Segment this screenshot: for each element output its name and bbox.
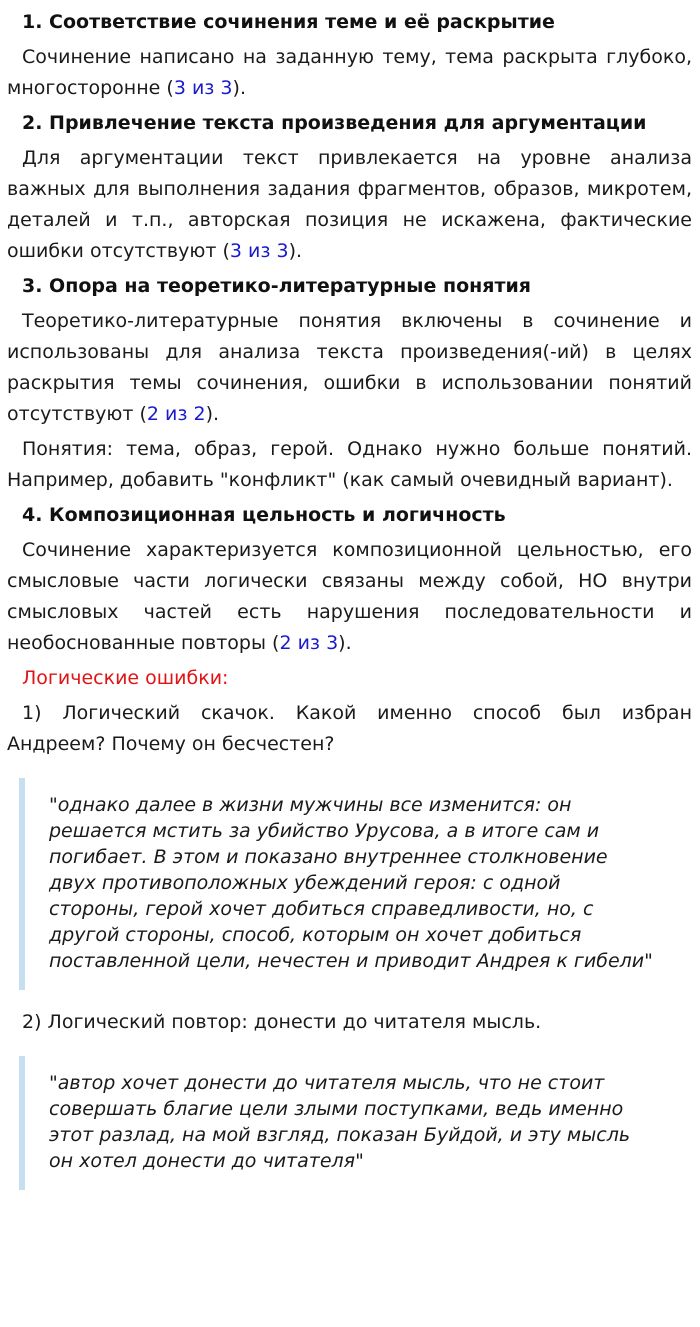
section-3-close: ). [205,403,220,425]
section-3-heading: 3. Опора на теоретико-литературные понятия [22,275,531,297]
section-3-body: Теоретико-литературные понятия включены в сочинение и использованы для анализа текста произведения(-ий) в целях раскрытия темы сочинения, ошибки в использовании понятий отсутствуют ( [7,310,692,425]
section-2-score: 3 из 3 [229,240,289,262]
section-3-text [7,306,692,430]
quote-1: "однако далее в жизни мужчины все изменится: он решается мстить за убийство Урусова, а в итоге сам и погибает. В этом и показано внутреннее столкновение двух противоположных убеждений героя: с одной стороны, герой хочет добиться справедливости, но, с другой стороны, способ, которым он хочет добиться поставленной цели, нечестен и приводит Андрея к гибели" [19,778,692,990]
section-4-text [7,535,692,659]
section-2-body: Для аргументации текст привлекается на уровне анализа важных для выполнения задания фрагментов, образов, микротем, деталей и т.п., авторская позиция не искажена, фактические ошибки отсутствуют ( [7,147,692,262]
section-4-score: 2 из 3 [279,632,339,654]
section-2-text [7,143,692,267]
logic-error-1: 1) Логический скачок. Какой именно способ был избран Андреем? Почему он бесчестен? [7,702,692,755]
logic-error-2: 2) Логический повтор: донести до читателя мысль. [22,1011,542,1033]
section-1-text [7,42,692,104]
logic-errors-title: Логические ошибки: [22,667,229,689]
section-1-close: ). [232,77,246,99]
section-2-close: ). [288,240,303,262]
essay-review [0,7,700,1190]
section-4-body: Сочинение характеризуется композиционной цельностью, его смысловые части логически связаны между собой, НО внутри смысловых частей есть нарушения последовательности и необоснованные повторы ( [7,539,692,654]
section-4-close: ). [338,632,352,654]
quote-2: "автор хочет донести до читателя мысль, что не стоит совершать благие цели злыми поступками, ведь именно этот разлад, на мой взгляд, показан Буйдой, и эту мысль он хотел донести до читателя" [19,1056,692,1190]
section-4-heading: 4. Композиционная цельность и логичность [22,504,506,526]
section-1-heading: 1. Соответствие сочинения теме и её раскрытие [22,11,555,33]
section-1-body: Сочинение написано на заданную тему, тема раскрыта глубоко, многосторонне ( [7,46,692,99]
section-3-note: Понятия: тема, образ, герой. Однако нужно больше понятий. Например, добавить "конфликт" (как самый очевидный вариант). [7,438,692,491]
section-3-score: 2 из 2 [146,403,206,425]
section-2-heading: 2. Привлечение текста произведения для аргументации [22,112,647,134]
section-1-score: 3 из 3 [173,77,233,99]
